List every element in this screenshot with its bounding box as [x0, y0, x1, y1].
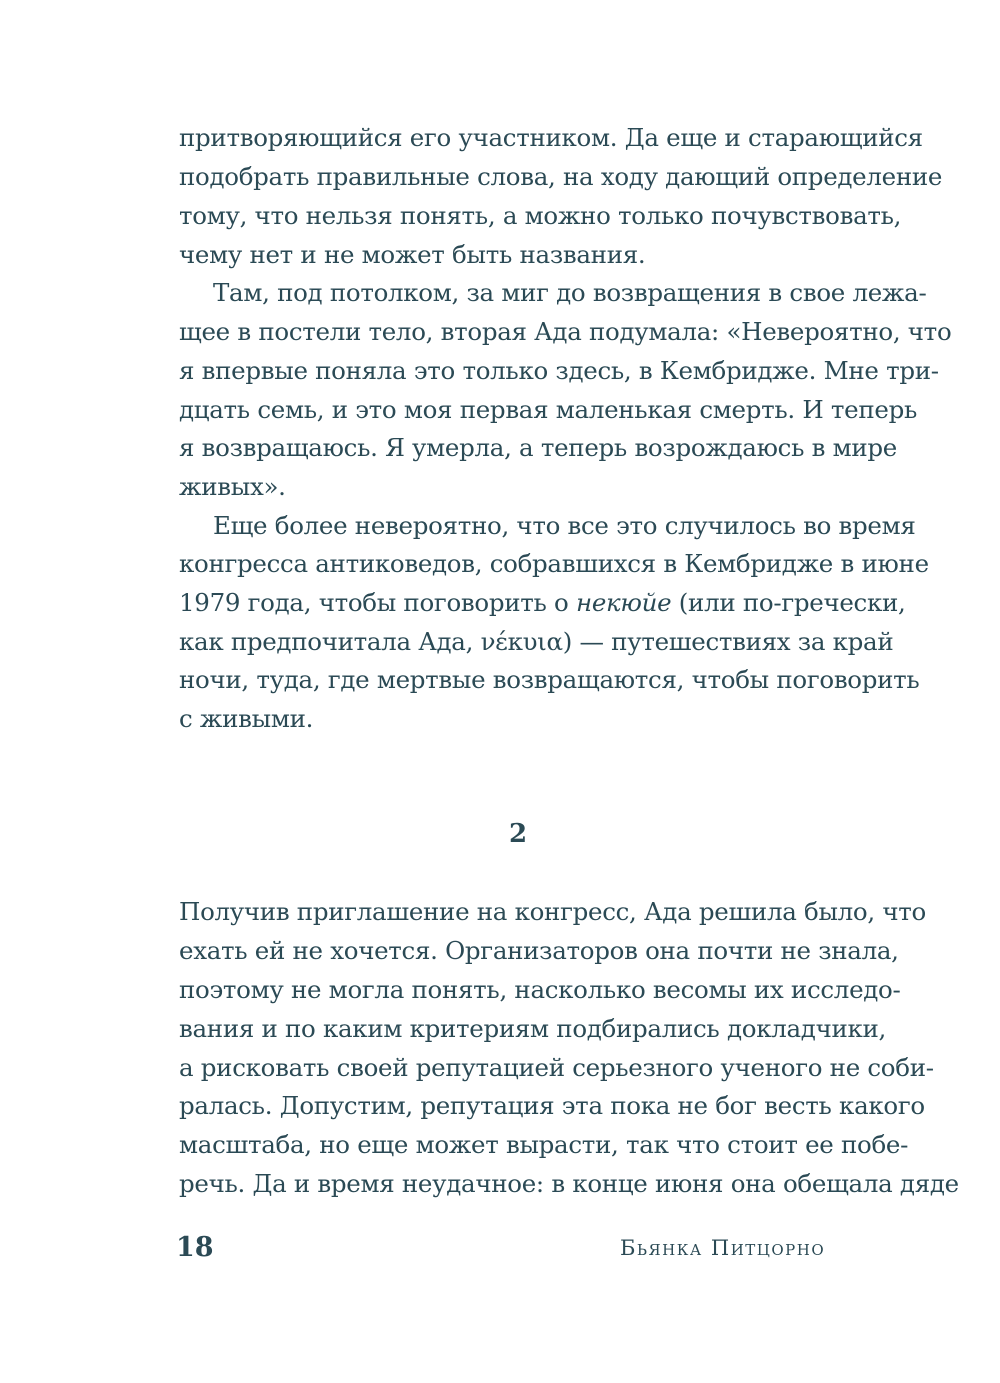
running-head-author: Бьянка Питцорно — [620, 1236, 826, 1260]
greek-term: νέκυια — [480, 627, 563, 656]
chapter-number: 2 — [508, 819, 528, 849]
text-line: ехать ей не хочется. Организаторов она почти не знала, — [179, 936, 899, 965]
text-line — [179, 584, 906, 622]
text-segment: 1979 года, чтобы поговорить о — [179, 588, 576, 617]
text-line: ночи, туда, где мертвые возвращаются, чтобы поговорить — [179, 665, 920, 694]
text-line: поэтому не могла понять, насколько весомы их исследо- — [179, 975, 901, 1004]
text-line: речь. Да и время неудачное: в конце июня она обещала дяде — [179, 1169, 959, 1198]
text-line: Получив приглашение на конгресс, Ада решила было, что — [179, 897, 926, 926]
page-number: 18 — [176, 1232, 214, 1263]
text-line: масштаба, но еще может вырасти, так что стоит ее побе- — [179, 1130, 909, 1159]
text-line: чему нет и не может быть названия. — [179, 240, 646, 269]
text-line: с живыми. — [179, 704, 314, 733]
text-line: конгресса антиковедов, собравшихся в Кембридже в июне — [179, 549, 929, 578]
text-line: дцать семь, и это моя первая маленькая смерть. И теперь — [179, 395, 918, 424]
text-line — [179, 623, 894, 661]
text-segment: (или по-гречески, — [671, 588, 906, 617]
text-line: вания и по каким критериям подбирались докладчики, — [179, 1014, 887, 1043]
text-line: Еще более невероятно, что все это случилось во время — [213, 511, 916, 540]
text-segment: как предпочитала Ада, — [179, 627, 481, 656]
text-line: тому, что нельзя понять, а можно только почувствовать, — [179, 201, 902, 230]
text-line: живых». — [179, 472, 286, 501]
text-line: я впервые поняла это только здесь, в Кембридже. Мне три- — [179, 356, 939, 385]
text-line: щее в постели тело, вторая Ада подумала: «Невероятно, что — [179, 317, 952, 346]
text-line: подобрать правильные слова, на ходу дающий определение — [179, 162, 943, 191]
italic-term: некюйе — [575, 588, 672, 617]
text-line: притворяющийся его участником. Да еще и старающийся — [179, 123, 923, 152]
text-line: ралась. Допустим, репутация эта пока не бог весть какого — [179, 1091, 925, 1120]
text-segment: ) — путешествиях за край — [562, 627, 894, 656]
text-line: Там, под потолком, за миг до возвращения в свое лежа- — [213, 278, 927, 307]
text-line: я возвращаюсь. Я умерла, а теперь возрождаюсь в мире — [179, 433, 897, 462]
text-line: а рисковать своей репутацией серьезного ученого не соби- — [179, 1053, 934, 1082]
